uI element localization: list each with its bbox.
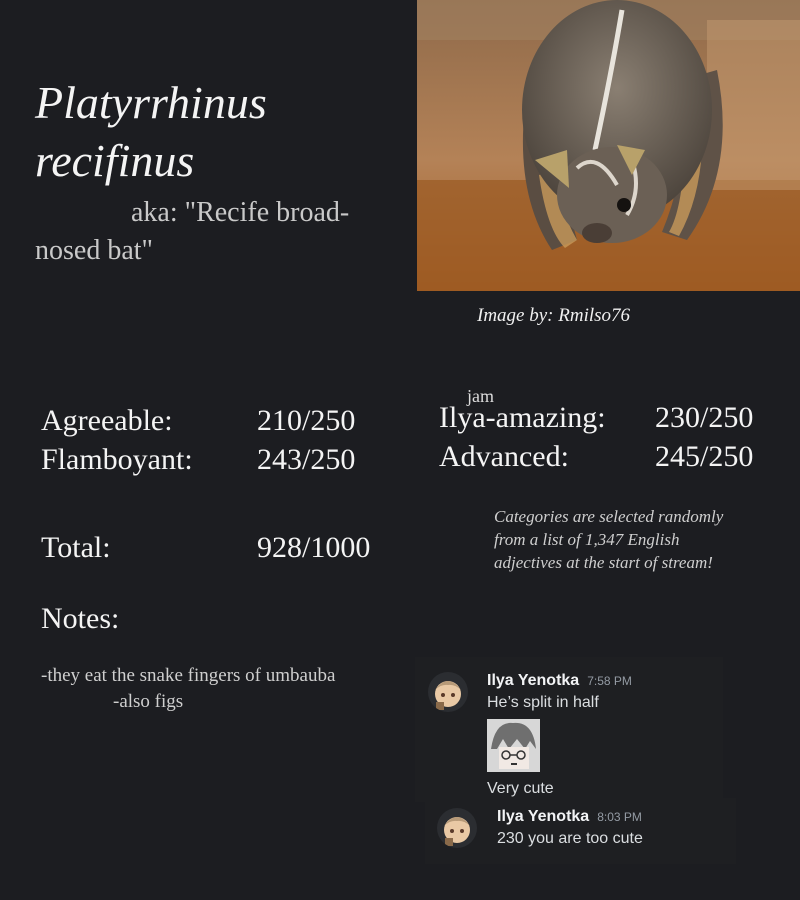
categories-note-line: from a list of 1,347 English — [494, 530, 680, 549]
image-credit: Image by: Rmilso76 — [477, 305, 631, 326]
username[interactable]: Ilya Yenotka — [487, 672, 580, 689]
total-value: 928/1000 — [257, 531, 371, 564]
user-avatar — [428, 672, 468, 712]
notes-heading: Notes: — [41, 602, 120, 635]
species-title — [35, 74, 395, 190]
total-label: Total: — [41, 531, 111, 564]
categories-note — [494, 505, 794, 574]
message-header — [497, 806, 642, 826]
username[interactable]: Ilya Yenotka — [497, 808, 590, 825]
categories-note-line: Categories are selected randomly — [494, 507, 724, 526]
emoji-sticker[interactable] — [487, 719, 540, 772]
species-title-line2: recifinus — [35, 135, 195, 186]
score-label-advanced: Advanced: — [439, 440, 569, 473]
message-text: He’s split in half — [487, 694, 599, 711]
score-value-advanced: 245/250 — [655, 440, 754, 473]
message-header — [487, 670, 632, 690]
note-line-2: -also figs — [113, 691, 184, 712]
score-value-flamboyant: 243/250 — [257, 443, 356, 476]
user-avatar — [437, 808, 477, 848]
timestamp: 8:03 PM — [597, 810, 642, 824]
message-text: Very cute — [487, 780, 554, 797]
score-value-ilya-amazing: 230/250 — [655, 401, 754, 434]
bat-photo — [417, 0, 800, 291]
chat-message — [425, 798, 736, 864]
species-title-line1: Platyrrhinus — [35, 77, 267, 128]
score-value-agreeable: 210/250 — [257, 404, 356, 437]
categories-note-line: adjectives at the start of stream! — [494, 553, 713, 572]
common-name: aka: "Recife broad-nosed bat" — [35, 197, 350, 266]
timestamp: 7:58 PM — [587, 674, 632, 688]
score-label-flamboyant: Flamboyant: — [41, 443, 193, 476]
message-text: 230 you are too cute — [497, 830, 643, 847]
note-line-1: -they eat the snake fingers of umbauba — [41, 665, 336, 686]
chat-message — [415, 657, 723, 802]
score-label-ilya-amazing: Ilya-amazing: — [439, 401, 606, 434]
score-prefix-jam: jam — [467, 386, 494, 406]
score-label-agreeable: Agreeable: — [41, 404, 173, 437]
